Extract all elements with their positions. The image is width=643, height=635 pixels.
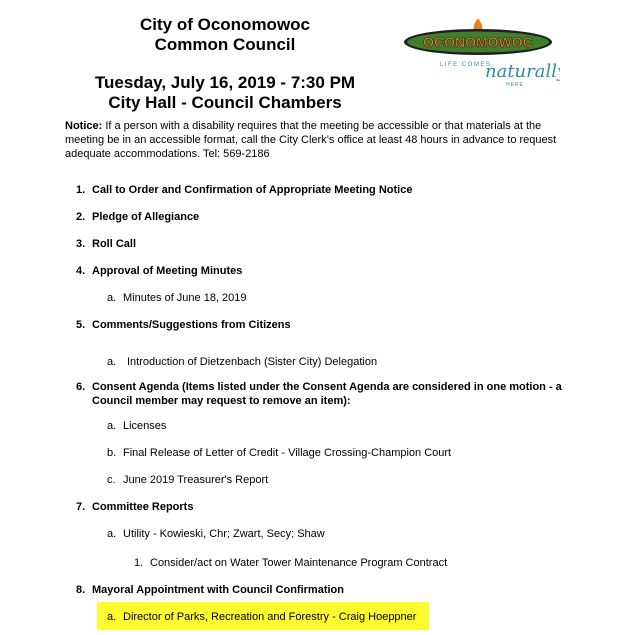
item-label: Comments/Suggestions from Citizens	[92, 319, 291, 331]
agenda-item-7	[76, 500, 193, 514]
agenda-item-1	[76, 183, 412, 197]
item-number: 8.	[76, 584, 86, 596]
item-number: 7.	[76, 501, 86, 513]
item-label: Director of Parks, Recreation and Forestry - Craig Hoeppner	[123, 611, 417, 623]
agenda-item-6c	[107, 473, 268, 487]
logo-wordmark: OCONOMOWOC	[423, 34, 533, 50]
agenda-item-5a	[107, 355, 377, 369]
item-number: 6.	[76, 381, 86, 393]
item-number: 5.	[76, 319, 86, 331]
notice-text: If a person with a disability requires that the meeting be accessible or that materials at the meeting be in an accessible format, call the City Clerk’s office at least 48 hours in advance to request adequate accommodations. Tel: 569-2186	[65, 120, 557, 160]
page-title-city: City of Oconomowoc	[140, 15, 310, 34]
item-number: 4.	[76, 265, 86, 277]
item-number: a.	[107, 528, 117, 540]
notice-label: Notice:	[65, 120, 103, 132]
logo-graphic	[400, 14, 560, 94]
item-number: a.	[107, 356, 117, 368]
agenda-item-5	[76, 318, 291, 332]
item-number: a.	[107, 292, 117, 304]
accessibility-notice	[65, 119, 570, 161]
item-label: Mayoral Appointment with Council Confirmation	[92, 584, 344, 596]
item-number: a.	[107, 420, 117, 432]
agenda-item-4a	[107, 291, 247, 305]
agenda-item-2	[76, 210, 199, 224]
agenda-item-3	[76, 237, 136, 251]
item-label: Consent Agenda (Items listed under the Consent Agenda are considered in one motion - a Council member may request to remove an item):	[92, 381, 562, 407]
logo-tagline-here: HERE	[506, 82, 524, 88]
item-label: Utility - Kowieski, Chr; Zwart, Secy; Shaw	[123, 528, 325, 540]
agenda-item-6b	[107, 446, 451, 460]
item-label: Licenses	[123, 420, 167, 432]
item-label: Final Release of Letter of Credit - Village Crossing-Champion Court	[123, 447, 452, 459]
item-number: 1.	[76, 184, 86, 196]
item-number: 1.	[134, 557, 144, 569]
item-number: 2.	[76, 211, 86, 223]
agenda-item-8a	[107, 610, 416, 624]
oconomowoc-logo	[400, 14, 560, 94]
logo-tagline-small: LIFE COMES	[440, 62, 492, 68]
item-label: Pledge of Allegiance	[92, 211, 200, 223]
item-label: June 2019 Treasurer's Report	[123, 474, 269, 486]
item-label: Consider/act on Water Tower Maintenance Program Contract	[150, 557, 448, 569]
item-label: Call to Order and Confirmation of Appropriate Meeting Notice	[92, 184, 413, 196]
page-title-council: Common Council	[154, 35, 296, 54]
meeting-location: City Hall - Council Chambers	[108, 93, 342, 112]
item-number: a.	[107, 611, 117, 623]
agenda-item-7a1	[134, 556, 447, 570]
item-label: Approval of Meeting Minutes	[92, 265, 243, 277]
item-label: Introduction of Dietzenbach (Sister City) Delegation	[127, 356, 378, 368]
agenda-item-6a	[107, 419, 166, 433]
item-number: c.	[107, 474, 116, 486]
agenda-item-6	[76, 380, 562, 408]
logo-tagline-script: naturally	[485, 61, 560, 82]
item-label: Roll Call	[92, 238, 137, 250]
item-number: 3.	[76, 238, 86, 250]
agenda-item-4	[76, 264, 242, 278]
agenda-item-7a	[107, 527, 325, 541]
item-label: Committee Reports	[92, 501, 194, 513]
meeting-date: Tuesday, July 16, 2019 - 7:30 PM	[94, 73, 356, 92]
item-label: Minutes of June 18, 2019	[123, 292, 247, 304]
agenda-item-8	[76, 583, 344, 597]
item-number: b.	[107, 447, 117, 459]
